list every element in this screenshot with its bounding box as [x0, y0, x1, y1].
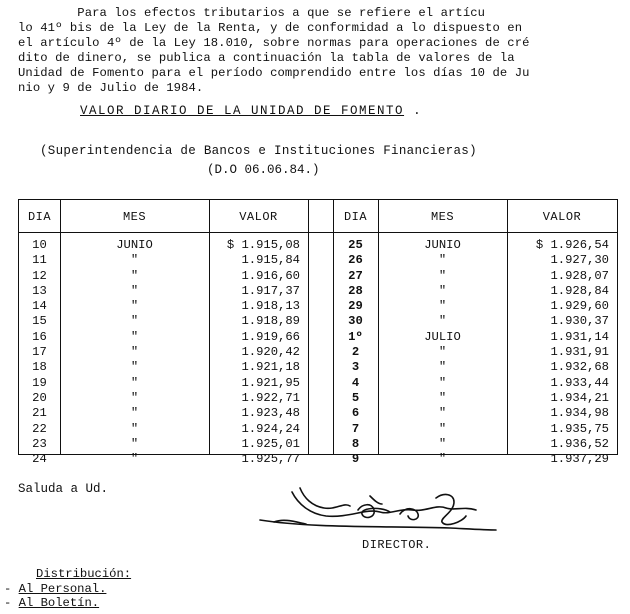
- table-cell-value: 1.928,07: [550, 268, 609, 283]
- closing-salutation: Saluda a Ud.: [18, 482, 109, 496]
- table-cell-day: 14: [32, 299, 47, 314]
- intro-line: Unidad de Fomento para el período comprendido entre los días 10 de Ju: [18, 66, 530, 80]
- table-cell-value: 1.920,42: [241, 345, 300, 360]
- table-cell-day: 24: [32, 452, 47, 467]
- table-cell-day: 18: [32, 360, 47, 375]
- intro-line: Para los efectos tributarios a que se refiere el artícu: [18, 6, 486, 20]
- header-rule: [19, 232, 617, 233]
- table-cell-day: 22: [32, 421, 47, 436]
- right-month-column: [378, 238, 507, 467]
- intro-line: dito de dinero, se publica a continuación la tabla de valores de la: [18, 51, 515, 65]
- table-cell-day: 27: [348, 268, 363, 283]
- table-cell-day: 7: [351, 421, 360, 436]
- table-cell-value: 1.930,37: [550, 314, 609, 329]
- table-cell-month: ": [130, 329, 139, 344]
- header-mes: MES: [430, 210, 455, 224]
- table-cell-day: 9: [351, 452, 360, 467]
- uf-values-table: [18, 199, 618, 467]
- header-valor: VALOR: [542, 210, 582, 224]
- intro-line: nio y 9 de Julio de 1984.: [18, 81, 204, 95]
- table-cell-value: 1.925,01: [241, 436, 300, 451]
- heading-period: .: [413, 104, 423, 118]
- table-cell-day: 8: [351, 436, 360, 451]
- table-cell-day: 19: [32, 375, 47, 390]
- document-heading: [80, 104, 422, 118]
- table-cell-month: ": [438, 406, 447, 421]
- intro-line: el artículo 4º de la Ley 18.010, sobre normas para operaciones de cré: [18, 36, 530, 50]
- table-cell-day: 16: [32, 329, 47, 344]
- table-cell-month: JUNIO: [116, 238, 153, 252]
- table-cell-month: ": [130, 253, 139, 268]
- table-cell-day: 26: [348, 253, 363, 268]
- intro-line: lo 41º bis de la Ley de la Renta, y de conformidad a lo dispuesto en: [18, 21, 523, 35]
- signer-title: DIRECTOR.: [362, 538, 432, 552]
- intro-paragraph: [18, 6, 618, 96]
- table-cell-value: 1.915,84: [241, 253, 300, 268]
- publication-date: (D.O 06.06.84.): [207, 163, 320, 177]
- table-cell-day: 25: [348, 238, 363, 252]
- table-cell-day: 15: [32, 314, 47, 329]
- table-cell-value: 1.918,89: [241, 314, 300, 329]
- heading-text: VALOR DIARIO DE LA UNIDAD DE FOMENTO: [80, 104, 405, 118]
- table-cell-value: 1.929,60: [550, 299, 609, 314]
- table-cell-month: ": [130, 421, 139, 436]
- header-dia: DIA: [343, 210, 368, 224]
- issuer-line: (Superintendencia de Bancos e Instituciones Financieras): [40, 144, 477, 158]
- handwritten-signature: [240, 478, 500, 540]
- table-cell-day: 4: [351, 375, 360, 390]
- table-cell-value: 1.934,98: [550, 406, 609, 421]
- table-rule: [308, 200, 309, 454]
- left-day-column: [19, 238, 60, 467]
- table-cell-value: 1.932,68: [550, 360, 609, 375]
- table-cell-month: ": [130, 345, 139, 360]
- table-cell-day: 20: [32, 390, 47, 405]
- table-cell-value: 1.921,18: [241, 360, 300, 375]
- table-cell-month: ": [130, 360, 139, 375]
- table-cell-day: 30: [348, 314, 363, 329]
- table-cell-value: 1.923,48: [241, 406, 300, 421]
- table-cell-month: ": [130, 452, 139, 467]
- table-cell-month: ": [438, 268, 447, 283]
- left-month-column: [60, 238, 209, 467]
- header-mes: MES: [122, 210, 147, 224]
- header-valor: VALOR: [239, 210, 278, 224]
- table-cell-month: JUNIO: [424, 238, 461, 252]
- table-cell-month: ": [130, 314, 139, 329]
- table-cell-value: 1.916,60: [241, 268, 300, 283]
- table-cell-value: 1.924,24: [241, 421, 300, 436]
- right-day-column: [333, 238, 378, 467]
- table-cell-value: 1.928,84: [550, 283, 609, 298]
- distribution-item: - Al Personal.: [4, 581, 107, 596]
- table-cell-day: 28: [348, 283, 363, 298]
- table-cell-value: 1.931,14: [550, 329, 609, 344]
- left-value-column: [209, 238, 300, 467]
- distribution-list: [4, 567, 131, 611]
- table-cell-month: ": [438, 452, 447, 467]
- table-cell-value: 1.927,30: [550, 253, 609, 268]
- table-cell-day: 12: [32, 268, 47, 283]
- table-cell-value: $ 1.926,54: [535, 238, 609, 252]
- table-cell-day: 6: [351, 406, 360, 421]
- table-cell-month: ": [130, 436, 139, 451]
- right-value-column: [507, 238, 609, 467]
- table-cell-month: ": [130, 390, 139, 405]
- table-cell-day: 23: [32, 436, 47, 451]
- table-cell-value: 1.934,21: [550, 390, 609, 405]
- table-cell-month: ": [130, 268, 139, 283]
- distribution-title: Distribución:: [36, 567, 132, 581]
- table-cell-value: $ 1.915,08: [226, 238, 300, 252]
- table-cell-month: ": [130, 299, 139, 314]
- table-cell-day: 11: [32, 253, 47, 268]
- table-cell-day: 13: [32, 283, 47, 298]
- table-cell-month: ": [438, 360, 447, 375]
- table-cell-day: 21: [32, 406, 47, 421]
- table-cell-month: ": [438, 375, 447, 390]
- table-cell-day: 2: [351, 345, 360, 360]
- header-dia: DIA: [27, 210, 52, 224]
- table-cell-value: 1.936,52: [550, 436, 609, 451]
- table-cell-month: ": [438, 299, 447, 314]
- table-cell-value: 1.917,37: [241, 283, 300, 298]
- table-cell-day: 29: [348, 299, 363, 314]
- table-cell-month: ": [130, 283, 139, 298]
- table-cell-month: ": [438, 436, 447, 451]
- table-cell-month: JULIO: [424, 329, 461, 344]
- table-cell-month: ": [438, 421, 447, 436]
- table-cell-day: 10: [32, 238, 47, 252]
- table-cell-day: 17: [32, 345, 47, 360]
- table-cell-value: 1.921,95: [241, 375, 300, 390]
- distribution-item-text: Al Personal.: [18, 581, 107, 596]
- table-cell-day: 3: [351, 360, 360, 375]
- table-cell-value: 1.922,71: [241, 390, 300, 405]
- table-cell-day: 5: [351, 390, 360, 405]
- table-cell-month: ": [438, 253, 447, 268]
- table-cell-value: 1.933,44: [550, 375, 609, 390]
- table-cell-value: 1.935,75: [550, 421, 609, 436]
- table-cell-month: ": [130, 406, 139, 421]
- table-cell-month: ": [438, 390, 447, 405]
- table-cell-month: ": [438, 283, 447, 298]
- table-cell-month: ": [130, 375, 139, 390]
- table-cell-value: 1.931,91: [550, 345, 609, 360]
- table-cell-value: 1.937,29: [550, 452, 609, 467]
- table-cell-month: ": [438, 314, 447, 329]
- table-cell-value: 1.925,77: [241, 452, 300, 467]
- table-cell-day: 1º: [348, 329, 363, 344]
- table-cell-value: 1.919,66: [241, 329, 300, 344]
- table-cell-month: ": [438, 345, 447, 360]
- distribution-item-text: Al Boletín.: [18, 596, 100, 610]
- table-cell-value: 1.918,13: [241, 299, 300, 314]
- distribution-item: - Al Boletín.: [4, 596, 100, 610]
